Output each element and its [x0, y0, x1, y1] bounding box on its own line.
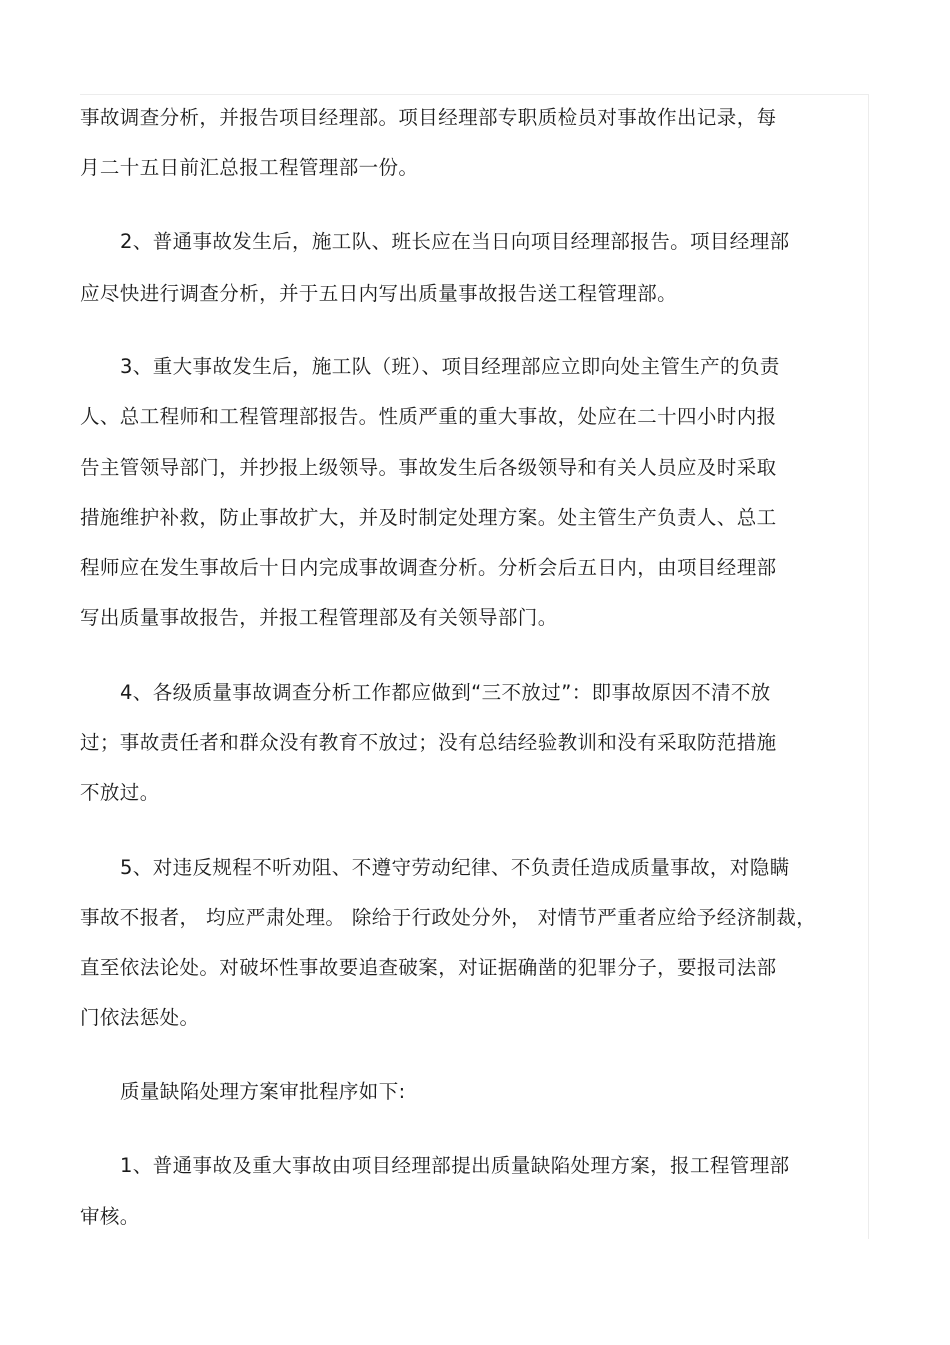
text-line: 写出质量事故报告，并报工程管理部及有关领导部门。 [80, 606, 558, 629]
text-line: 告主管领导部门，并抄报上级领导。事故发生后各级领导和有关人员应及时采取 [80, 456, 777, 479]
page-border-right [868, 94, 869, 1239]
text-line: 月二十五日前汇总报工程管理部一份。 [80, 156, 419, 179]
text-line: 事故调查分析，并报告项目经理部。项目经理部专职质检员对事故作出记录，每 [80, 106, 777, 129]
paragraph-5-line: 5、对违反规程不听劝阻、不遵守劳动纪律、不负责任造成质量事故，对隐瞒 [120, 856, 790, 879]
text-line: 不放过。 [80, 781, 160, 804]
procedure-item-1-line: 1、普通事故及重大事故由项目经理部提出质量缺陷处理方案，报工程管理部 [120, 1154, 790, 1177]
paragraph-2-line: 2、普通事故发生后，施工队、班长应在当日向项目经理部报告。项目经理部 [120, 230, 790, 253]
page-border-top [80, 94, 869, 95]
text-line: 过；事故责任者和群众没有教育不放过；没有总结经验教训和没有采取防范措施 [80, 731, 777, 754]
text-line: 程师应在发生事故后十日内完成事故调查分析。分析会后五日内，由项目经理部 [80, 556, 777, 579]
text-line: 事故不报者， 均应严肃处理。 除给于行政处分外， 对情节严重者应给予经济制裁， [80, 906, 817, 929]
paragraph-3-line: 3、重大事故发生后，施工队（班）、项目经理部应立即向处主管生产的负责 [120, 355, 780, 378]
section-heading: 质量缺陷处理方案审批程序如下: [120, 1080, 406, 1103]
text-line: 应尽快进行调查分析，并于五日内写出质量事故报告送工程管理部。 [80, 282, 678, 305]
text-line: 措施维护补救，防止事故扩大，并及时制定处理方案。处主管生产负责人、总工 [80, 506, 777, 529]
text-line: 人、总工程师和工程管理部报告。性质严重的重大事故，处应在二十四小时内报 [80, 405, 777, 428]
paragraph-4-line: 4、各级质量事故调查分析工作都应做到“三不放过”：即事故原因不清不放 [120, 681, 771, 704]
text-line: 直至依法论处。对破坏性事故要追查破案，对证据确凿的犯罪分子，要报司法部 [80, 956, 777, 979]
text-line: 审核。 [80, 1205, 140, 1228]
text-line: 门依法惩处。 [80, 1006, 200, 1029]
